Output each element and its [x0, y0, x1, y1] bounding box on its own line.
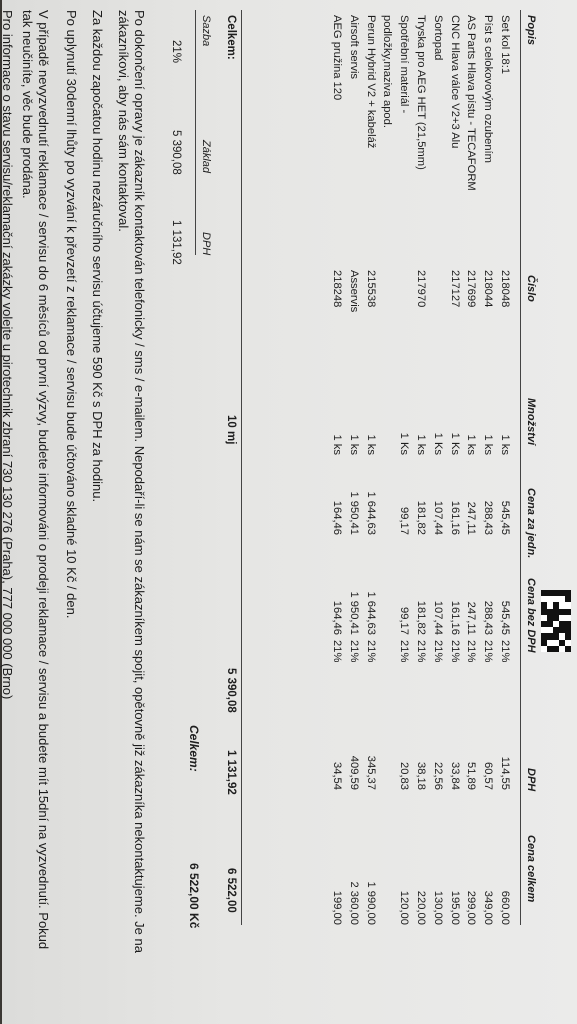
cell-cena-bez-dph: 247,11 — [465, 601, 478, 635]
cell-sazba: 21% — [499, 640, 511, 663]
cell-cena-bez-dph: 1 644,63 — [364, 591, 377, 635]
table-row — [394, 0, 410, 1024]
cell-cena-za-jedn: 288,43 — [482, 500, 495, 535]
cell-cena-za-jedn: 107,44 — [431, 500, 444, 535]
cell-cislo: Asservis — [347, 270, 360, 313]
totals-mnozstvi: 10 mj — [225, 415, 237, 445]
qr-code-icon — [541, 590, 571, 652]
cell-sazba: 21% — [364, 640, 377, 663]
cell-cena-bez-dph: 288,43 — [482, 600, 495, 635]
cell-dph: 20,83 — [398, 762, 411, 790]
vat-zaklad-label: Základ — [200, 140, 212, 174]
cell-dph: 60,57 — [482, 762, 495, 790]
cell-popis: Píst s celokovovým ozubením — [482, 15, 495, 163]
table-row — [445, 0, 461, 1024]
cell-cena-za-jedn: 545,45 — [499, 500, 511, 535]
cell-popis: Perun Hybrid V2 + kabeláž — [364, 15, 377, 149]
table-row — [327, 0, 343, 1024]
table-row — [344, 0, 360, 1024]
cell-cena-celkem: 2 360,00 — [347, 881, 360, 925]
terms-hourly-rate: Za každou započatou hodinu nezáručního servisu účtujeme 590 Kč s DPH za hodinu. — [90, 10, 105, 503]
cell-cena-bez-dph: 99,17 — [398, 607, 411, 635]
cell-cena-bez-dph: 107,44 — [431, 600, 444, 635]
cell-popis: CNC Hlava válce V2+3 Alu — [448, 15, 461, 149]
header-dph: DPH — [525, 768, 537, 792]
cell-sazba: 21% — [398, 640, 411, 663]
header-popis: Popis — [525, 15, 537, 45]
totals-dph: 1 131,92 — [225, 750, 237, 795]
cell-sazba: 21% — [448, 640, 461, 663]
cell-cena-celkem: 349,00 — [482, 890, 495, 925]
cell-mnozstvi: 1 Ks — [448, 432, 461, 455]
cell-cena-bez-dph: 181,82 — [415, 600, 427, 635]
header-cena-za-jedn: Cena za jedn. — [525, 488, 537, 559]
cell-cislo: 218048 — [499, 270, 511, 308]
cell-mnozstvi: 1 ks — [415, 434, 427, 455]
cell-sazba: 21% — [347, 640, 360, 663]
terms-status-info: Pro informace o stavu servisu/reklamační zakázky volejte u pirotechnik zbraní 730 130 276 (Praha), 777 000 000 (Brno) — [0, 10, 15, 700]
cell-cena-za-jedn: 181,82 — [415, 500, 427, 535]
cell-mnozstvi: 1 ks — [364, 434, 377, 455]
cell-cena-celkem: 220,00 — [415, 890, 427, 925]
cell-dph: 51,89 — [465, 762, 478, 790]
cell-mnozstvi: 1 ks — [499, 434, 511, 455]
table-row — [411, 0, 427, 1024]
vat-sazba-label: Sazba — [200, 15, 212, 47]
cell-mnozstvi: 1 Ks — [398, 432, 411, 455]
cell-dph: 38,18 — [415, 762, 427, 790]
cell-dph: 409,59 — [347, 755, 360, 790]
cell-popis: Sortopad — [431, 15, 444, 61]
vat-dph-label: DPH — [200, 232, 212, 256]
cell-sazba: 21% — [465, 640, 478, 663]
totals-cena-bez-dph: 5 390,08 — [225, 668, 237, 713]
cell-popis: podložky,maziva apod. — [381, 15, 394, 128]
cell-sazba: 21% — [482, 640, 495, 663]
cell-mnozstvi: 1 ks — [347, 434, 360, 455]
cell-cena-za-jedn: 161,16 — [448, 500, 461, 535]
cell-cena-za-jedn: 99,17 — [398, 507, 411, 535]
cell-cislo: 217127 — [448, 270, 461, 308]
cell-cislo: 218248 — [331, 270, 343, 308]
table-row — [377, 0, 393, 1024]
cell-dph: 114,55 — [499, 756, 511, 790]
table-row — [478, 0, 494, 1024]
header-mnozstvi: Množství — [525, 398, 537, 446]
cell-popis: Tryska pro AEG HET (21,5mm) — [415, 15, 427, 170]
cell-sazba: 21% — [415, 640, 427, 663]
terms-contact: Po dokončení opravy je zákazník kontaktován telefonicky / sms / e-mailem. Nepodaří-li se nám se zákazníkem spojit, opětovně již zákazníka nekontaktujeme. Je na zákazníkovi, aby nás sám kontaktoval. — [116, 10, 147, 953]
table-row — [361, 0, 377, 1024]
cell-cislo: 217970 — [415, 270, 427, 308]
cell-cena-celkem: 130,00 — [431, 890, 444, 925]
header-cislo: Číslo — [525, 275, 537, 302]
header-cena-bez-dph: Cena bez DPH — [525, 578, 537, 653]
cell-cena-celkem: 660,00 — [499, 890, 511, 925]
cell-cena-celkem: 299,00 — [465, 890, 478, 925]
cell-sazba: 21% — [331, 640, 343, 663]
cell-dph: 345,37 — [364, 755, 377, 790]
table-row — [428, 0, 444, 1024]
header-divider — [520, 10, 521, 925]
vat-divider — [195, 10, 196, 255]
cell-cena-celkem: 1 990,00 — [364, 881, 377, 925]
vat-zaklad: 5 390,08 — [170, 130, 182, 175]
cell-cena-celkem: 195,00 — [448, 890, 461, 925]
vat-celkem: 6 522,00 Kč — [187, 863, 201, 929]
cell-mnozstvi: 1 ks — [465, 434, 478, 455]
cell-cena-za-jedn: 1 950,41 — [347, 491, 360, 535]
cell-cena-bez-dph: 1 950,41 — [347, 591, 360, 635]
cell-mnozstvi: 1 Ks — [431, 432, 444, 455]
cell-cena-celkem: 199,00 — [331, 890, 343, 925]
cell-cena-za-jedn: 1 644,63 — [364, 491, 377, 535]
cell-cena-bez-dph: 164,46 — [331, 600, 343, 635]
cell-popis: AS Parts Hlava pístu - TECAFORM — [465, 15, 478, 191]
cell-cena-bez-dph: 545,45 — [499, 600, 511, 635]
vat-dph: 1 131,92 — [170, 220, 182, 265]
totals-divider — [241, 10, 242, 925]
cell-cislo: 215538 — [364, 270, 377, 308]
cell-cislo: 217699 — [465, 270, 478, 308]
table-row — [495, 0, 511, 1024]
terms-unclaimed: V případě nevyzvednutí reklamace / servisu do 6 měsíců od první výzvy, budete informováni o prodeji reklamace / servisu a budete mít 15dní na vyzvednutí. Pokud tak neučiníte, věc bude prodána. — [20, 10, 51, 950]
cell-mnozstvi: 1 ks — [331, 434, 343, 455]
terms-storage-fee: Po uplynutí 30denní lhůty po vyzvání k převzetí z reklamace / servisu bude účtováno skladné 10 Kč / den. — [64, 10, 79, 619]
cell-dph: 34,54 — [331, 762, 343, 790]
totals-label: Celkem: — [225, 15, 237, 60]
cell-mnozstvi: 1 ks — [482, 434, 495, 455]
cell-popis: AEG pružina 120 — [331, 15, 343, 101]
header-cena-celkem: Cena celkem — [525, 835, 537, 903]
cell-cena-celkem: 120,00 — [398, 890, 411, 925]
cell-dph: 33,84 — [448, 762, 461, 790]
cell-cislo: 218044 — [482, 270, 495, 308]
invoice-paper — [2, 0, 577, 1024]
totals-cena-celkem: 6 522,00 — [225, 868, 237, 913]
cell-popis: Spotřební materiál - — [398, 15, 411, 114]
cell-cena-za-jedn: 164,46 — [331, 500, 343, 535]
cell-cena-bez-dph: 161,16 — [448, 600, 461, 635]
vat-sazba: 21% — [170, 40, 182, 64]
cell-cena-za-jedn: 247,11 — [465, 501, 478, 535]
vat-celkem-label: Celkem: — [187, 725, 201, 772]
cell-popis: Airsoft servis — [347, 15, 360, 80]
cell-sazba: 21% — [431, 640, 444, 663]
cell-dph: 22,56 — [431, 762, 444, 790]
cell-popis: Set kol 18:1 — [499, 15, 511, 75]
table-row — [461, 0, 477, 1024]
